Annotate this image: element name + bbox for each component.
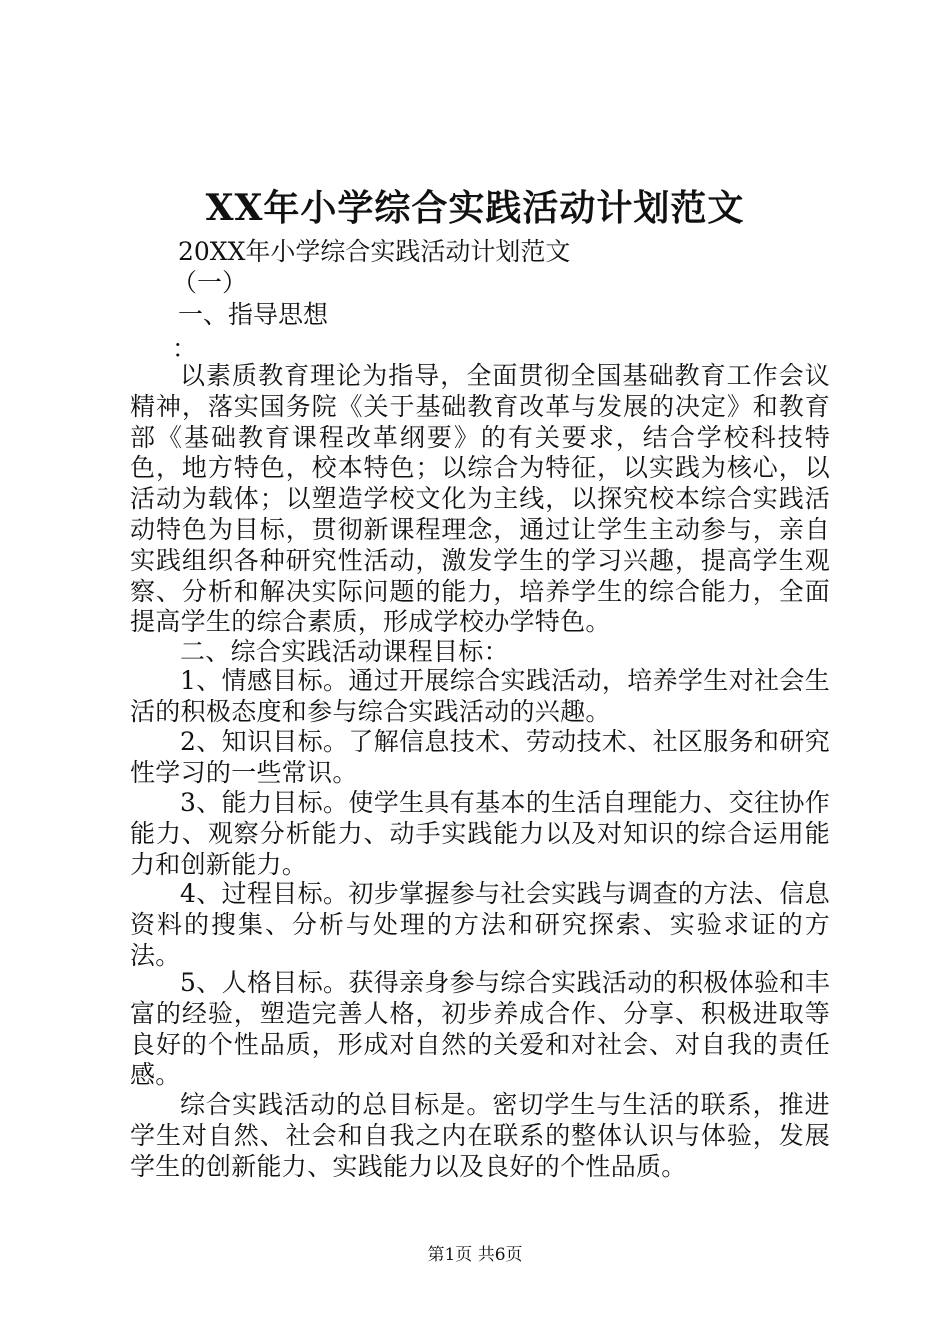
- goal-emotion: 1、情感目标。通过开展综合实践活动，培养学生对社会生活的积极态度和参与综合实践活动的兴趣。: [130, 666, 830, 726]
- goal-knowledge: 2、知识目标。了解信息技术、劳动技术、社区服务和研究性学习的一些常识。: [130, 727, 830, 787]
- section-heading-guiding-thought: 一、指导思想: [178, 300, 329, 329]
- document-title: XX年小学综合实践活动计划范文: [205, 187, 745, 229]
- goal-ability: 3、能力目标。使学生具有基本的生活自理能力、交往协作能力、观察分析能力、动手实践能力以及对知识的综合运用能力和创新能力。: [130, 788, 830, 879]
- paragraph-overall-goal: 综合实践活动的总目标是。密切学生与生活的联系，推进学生对自然、社会和自我之内在联系的整体认识与体验，发展学生的创新能力、实践能力以及良好的个性品质。: [130, 1090, 830, 1181]
- section-heading-colon: ：: [172, 334, 198, 363]
- page-number: 第1页 共6页: [427, 1245, 523, 1265]
- part-marker: （一）: [172, 268, 248, 297]
- goal-process: 4、过程目标。初步掌握参与社会实践与调查的方法、信息资料的搜集、分析与处理的方法和研究探索、实验求证的方法。: [130, 879, 830, 970]
- paragraph-guiding-thought: 以素质教育理论为指导，全面贯彻全国基础教育工作会议精神，落实国务院《关于基础教育改革与发展的决定》和教育部《基础教育课程改革纲要》的有关要求，结合学校科技特色，地方特色，校本特色；以综合为特征，以实践为核心，以活动为载体；以塑造学校文化为主线，以探究校本综合实践活动特色为目标，贯彻新课程理念，通过让学生主动参与，亲自实践组织各种研究性活动，激发学生的学习兴趣，提高学生观察、分析和解决实际问题的能力，培养学生的综合能力，全面提高学生的综合素质，形成学校办学特色。: [130, 361, 830, 637]
- document-subtitle: 20XX年小学综合实践活动计划范文: [178, 237, 571, 266]
- section-heading-curriculum-goals: 二、综合实践活动课程目标：: [180, 637, 509, 666]
- goal-personality: 5、人格目标。获得亲身参与综合实践活动的积极体验和丰富的经验，塑造完善人格，初步养成合作、分享、积极进取等良好的个性品质，形成对自然的关爱和对社会、对自我的责任感。: [130, 968, 830, 1090]
